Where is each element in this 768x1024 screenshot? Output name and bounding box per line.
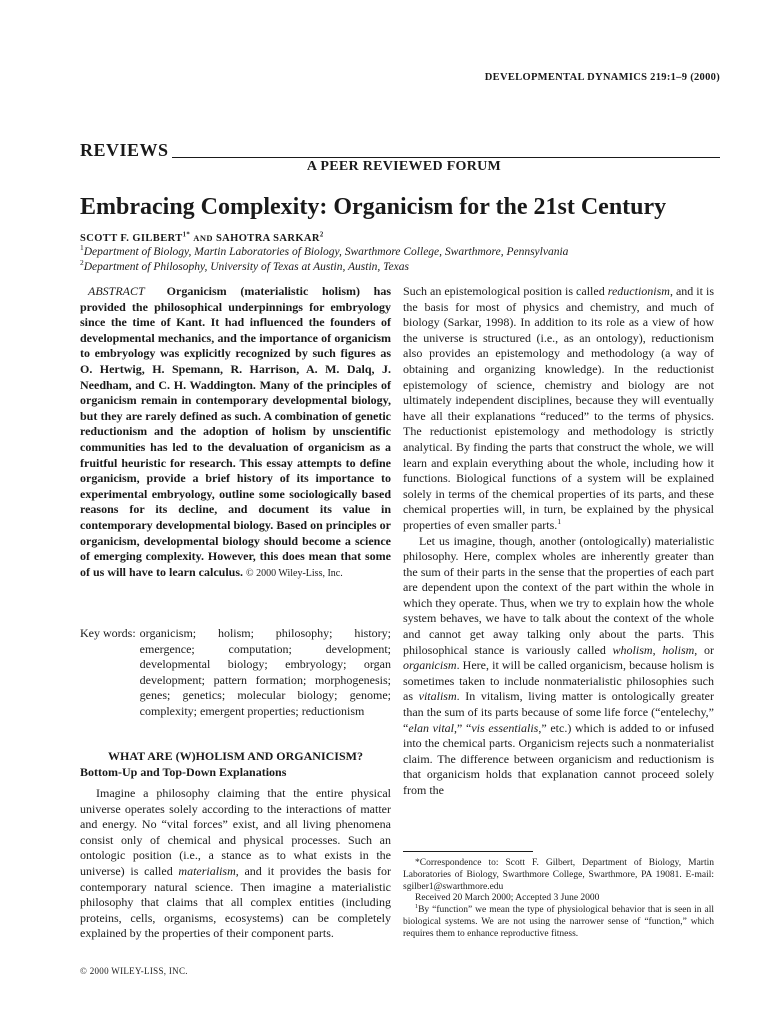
author-line	[80, 233, 324, 244]
body-text-left	[80, 786, 391, 942]
affiliation-text: Department of Biology, Martin Laboratories of Biology, Swarthmore College, Swarthmore, Pennsylvania	[83, 246, 569, 258]
author-name: SCOTT F. GILBERT	[80, 233, 183, 244]
text-run: Such an epistemological position is called	[403, 284, 608, 298]
text-run: , or	[694, 642, 715, 657]
footnote	[403, 905, 714, 940]
text-run: , and it is the basis for most of physics and chemistry, and much of biology (Sarkar, 1998). In addition to its role as a view of how the universe is structured (i.e., as an ontology), reductionism also provides an epistemology and methodology (a way of obtaining and organizing knowledge). In the reductionist epistemology of science, chemistry and biology are not ultimately independent disciplines, because they will eventually have all their explanations “reduced” to the terms of physics. The reductionist epistemology and methodology is strictly analytical. By finding the parts that construct the whole, we will learn and explain everything about the whole, including how it functions. Biological functions of a system will be explained solely in terms of the chemical properties of its parts, and these chemical properties will, in turn, be explained by the physical properties of even smaller parts.	[403, 284, 714, 532]
author-name: SAHOTRA SARKAR	[215, 233, 320, 244]
author-superscript: 2	[319, 231, 324, 239]
section-heading: WHAT ARE (W)HOLISM AND ORGANICISM?	[108, 749, 363, 763]
emphasis: vis essentialis	[471, 720, 539, 735]
paragraph	[403, 284, 714, 534]
affiliation-text: Department of Philosophy, University of Texas at Austin, Austin, Texas	[83, 261, 409, 273]
text-run: ,” “	[454, 720, 472, 735]
publisher-copyright: © 2000 WILEY-LISS, INC.	[80, 966, 188, 976]
footnote-number: 1	[415, 904, 419, 911]
keywords-label: Key words:	[80, 626, 136, 640]
footnote-rule	[403, 851, 533, 852]
footnote-text: By “function” we mean the type of physiological behavior that is seen in all biological systems. We are not using the narrower sense of “function,” which requires them to enhance reproductive fitness.	[403, 905, 714, 939]
section-rule	[172, 157, 720, 158]
footnote-marker: 1	[557, 516, 562, 526]
subsection-heading: Bottom-Up and Top-Down Explanations	[80, 765, 287, 779]
emphasis: reductionism	[607, 284, 670, 298]
affiliation	[80, 258, 409, 273]
emphasis: holism	[662, 642, 695, 657]
running-head: DEVELOPMENTAL DYNAMICS 219:1–9 (2000)	[484, 72, 720, 83]
affiliation-number: 2	[80, 258, 84, 268]
received-note: Received 20 March 2000; Accepted 3 June 2000	[415, 893, 600, 904]
affiliation	[80, 243, 569, 258]
article-title: Embracing Complexity: Organicism for the 21st Century	[80, 194, 667, 220]
emphasis: wholism	[612, 642, 653, 657]
text-run: . Here, it will be called organicism, because holism is sometimes taken to include nonmaterialistic philosophies such as	[403, 658, 714, 704]
paragraph	[80, 786, 391, 942]
body-text-right	[403, 284, 714, 799]
author-superscript: 1*	[182, 231, 191, 239]
footnotes	[403, 858, 714, 941]
affiliation-number: 1	[80, 243, 84, 253]
text-run: Imagine a philosophy claiming that the entire physical universe operates solely according to the interactions of matter and energy. No “vital forces” exist, and all living phenomena consist only of chemical and physical processes. Such an ontologic position (i.e., a stance as to what exists in the universe) is called	[80, 786, 391, 878]
keywords-text: organicism; holism; philosophy; history; emergence; computation; development; developmental biology; embryology; organ development; pattern formation; morphogenesis; genes; genetics; molecular biology; genome; complexity; emergent properties; reductionism	[139, 626, 391, 718]
text-run: ,	[652, 642, 663, 657]
text-run: ,” etc.) which is added to or infused into the chemical parts. Organicism rejects such a nonmaterialist claim. The difference between organicism and reductionism is that organicism holds that explanation cannot proceed solely from the	[403, 720, 715, 797]
keywords	[80, 626, 391, 720]
abstract	[80, 284, 391, 581]
emphasis: vitalism	[418, 689, 457, 704]
text-run: Let us imagine, though, another (ontologically) materialistic philosophy. Here, complex wholes are inherently greater than the sum of their parts in the sense that the properties of each part are dependent upon the context of the part within the whole in which they operate. Thus, when we try to explain how the whole system behaves, we have to talk about the context of the whole and cannot get away talking only about the parts. This philosophical stance is variously called	[403, 533, 714, 657]
forum-label: A PEER REVIEWED FORUM	[306, 159, 502, 174]
text-run: . In vitalism, living matter is ontologically greater than the sum of its parts because of some life force (“entelechy,” “	[403, 689, 715, 735]
emphasis: elan vital	[408, 720, 454, 735]
abstract-label: ABSTRACT	[88, 284, 145, 298]
abstract-text: Organicism (materialistic holism) has provided the philosophical underpinnings for embryology since the time of Kant. It had influenced the founders of developmental mechanics, and the importance of organicism to embryology was explicitly recognized by such figures as O. Hertwig, H. Spemann, R. Harrison, A. M. Dalq, J. Needham, and C. H. Waddington. Many of the principles of organicism remain in contemporary developmental biology, but they are rarely defined as such. A combination of genetic reductionism and the adoption of holism by unscientific communities has led to the devaluation of organicism as a fruitful heuristic for research. This essay attempts to define organicism, provide a brief history of its importance to experimental embryology, outline some sociologically based reasons for its decline, and document its value in contemporary developmental biology. Based on principles or organicism, developmental biology should become a science of emerging complexity. However, this does mean that some of us will have to learn calculus.	[80, 284, 391, 579]
abstract-copyright: © 2000 Wiley-Liss, Inc.	[246, 567, 343, 579]
author-conjunction: AND	[193, 233, 213, 243]
emphasis: organicism	[403, 658, 457, 673]
paragraph	[403, 534, 714, 799]
section-label: REVIEWS	[80, 140, 169, 160]
text-run: , and it provides the basis for contemporary natural science. Then imagine a materialistic philosophy that claims that all complex entities (including proteins, cells, organisms, ecosystems) can be completely explained by the properties of their component parts.	[80, 863, 391, 941]
emphasis: materialism	[178, 863, 236, 878]
correspondence-note: *Correspondence to: Scott F. Gilbert, Department of Biology, Martin Laboratories of Biology, Swarthmore College, Swarthmore, PA 19081. E-mail: sgilber1@swarthmore.edu	[403, 858, 714, 892]
